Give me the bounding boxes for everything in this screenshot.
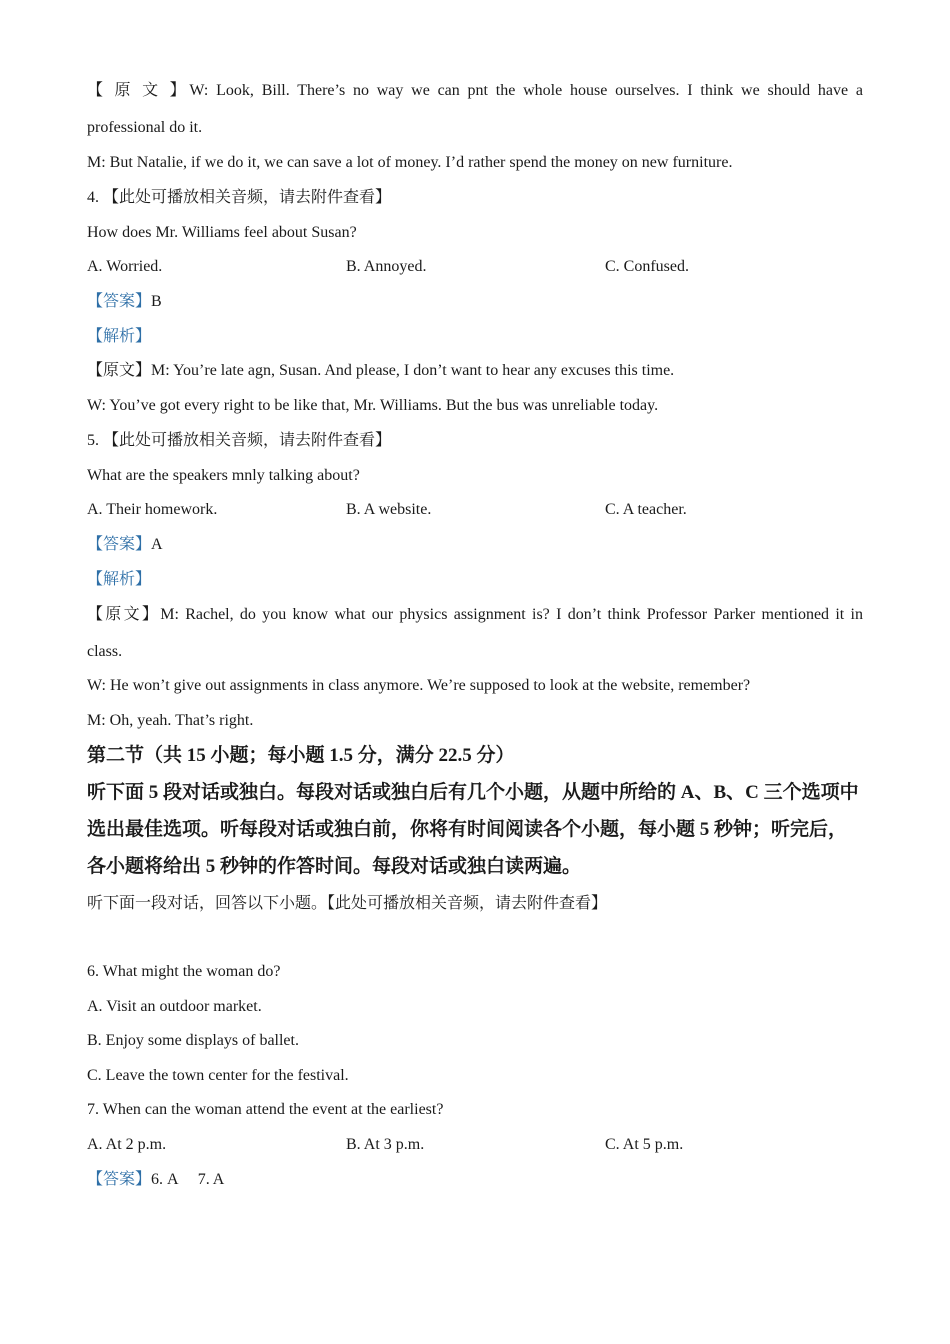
q5-option-b: B. A website. — [346, 501, 432, 518]
yuanwen-tag: 【 原 文 】 — [87, 82, 190, 99]
q5-option-a: A. Their homework. — [87, 501, 218, 518]
section2-instruction-line1: 听下面 5 段对话或独白。每段对话或独白后有几个小题，从题中所给的 A、B、C 三个选项中 — [87, 782, 859, 803]
section2-heading: 第二节（共 15 小题；每小题 1.5 分，满分 22.5 分） — [87, 745, 515, 766]
q4-option-b: B. Annoyed. — [346, 258, 427, 275]
q4-option-c: C. Confused. — [605, 258, 689, 275]
q5-question: What are the speakers mnly talking about? — [87, 467, 360, 484]
answer-value: B — [151, 293, 162, 310]
q6-option-b: B. Enjoy some displays of ballet. — [87, 1032, 299, 1049]
q7-answer — [87, 1170, 863, 1190]
yuanwen-tag: 【原文】 — [87, 606, 161, 623]
section2-listen-note[interactable]: 听下面一段对话，回答以下小题。【此处可播放相关音频，请去附件查看】 — [87, 895, 608, 912]
q5-option-c: C. A teacher. — [605, 501, 687, 518]
q4-question: How does Mr. Williams feel about Susan? — [87, 224, 357, 241]
q3-transcript-line2: professional do it. — [87, 119, 203, 136]
q5-number-audio[interactable]: 5. 【此处可播放相关音频，请去附件查看】 — [87, 432, 392, 449]
q4-transcript-line2: W: You’ve got every right to be like that, Mr. Williams. But the bus was unreliable today. — [87, 397, 659, 414]
answer-tag: 【答案】 — [87, 1171, 152, 1188]
q7-option-a: A. At 2 p.m. — [87, 1136, 167, 1153]
q4-option-a: A. Worried. — [87, 258, 163, 275]
q4-answer — [87, 292, 863, 312]
transcript-text: W: Look, Bill. There’s no way we can pnt the whole house ourselves. I think we should have a — [189, 82, 863, 99]
q7-option-b: B. At 3 p.m. — [346, 1136, 425, 1153]
yuanwen-tag: 【原文】 — [87, 362, 152, 379]
q5-transcript-line4: M: Oh, yeah. That’s right. — [87, 712, 254, 729]
q7-question: 7. When can the woman attend the event at the earliest? — [87, 1101, 444, 1118]
section2-instruction-line2: 选出最佳选项。听每段对话或独白前，你将有时间阅读各个小题，每小题 5 秒钟；听完后， — [87, 819, 848, 840]
q7-option-c: C. At 5 p.m. — [605, 1136, 684, 1153]
q3-transcript-line3: M: But Natalie, if we do it, we can save a lot of money. I’d rather spend the money on new furniture. — [87, 154, 733, 171]
transcript-text: M: Rachel, do you know what our physics assignment is? I don’t think Professor Parker mentioned it in — [160, 606, 863, 623]
q5-answer — [87, 535, 863, 555]
q4-analysis-tag: 【解析】 — [87, 328, 152, 345]
q6-question: 6. What might the woman do? — [87, 963, 281, 980]
answer-value: 6. A 7. A — [151, 1171, 225, 1188]
answer-value: A — [151, 536, 163, 553]
answer-tag: 【答案】 — [87, 536, 152, 553]
q5-transcript-line1 — [87, 605, 863, 625]
q4-transcript-line1 — [87, 361, 863, 381]
section2-instruction-line3: 各小题将给出 5 秒钟的作答时间。每段对话或独白读两遍。 — [87, 856, 582, 877]
q4-number-audio[interactable]: 4. 【此处可播放相关音频，请去附件查看】 — [87, 189, 392, 206]
q6-option-a: A. Visit an outdoor market. — [87, 998, 262, 1015]
q3-transcript-line1 — [87, 81, 863, 101]
q5-transcript-line2: class. — [87, 643, 123, 660]
q5-analysis-tag: 【解析】 — [87, 571, 152, 588]
transcript-text: M: You’re late agn, Susan. And please, I don’t want to hear any excuses this time. — [151, 362, 675, 379]
answer-tag: 【答案】 — [87, 293, 152, 310]
q6-option-c: C. Leave the town center for the festival. — [87, 1067, 349, 1084]
q5-transcript-line3: W: He won’t give out assignments in class anymore. We’re supposed to look at the website, remember? — [87, 677, 751, 694]
